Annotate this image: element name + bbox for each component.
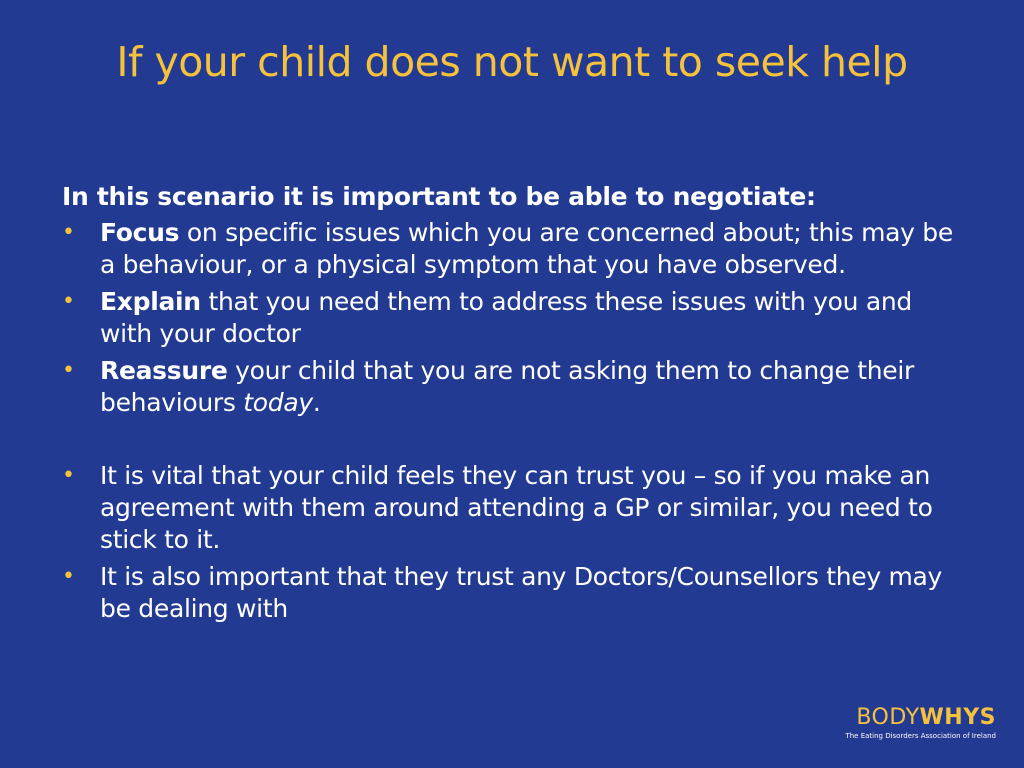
logo-wordmark: [845, 706, 996, 730]
bullet-item: [62, 561, 962, 625]
slide-body: [62, 181, 962, 630]
bullet-lead: Explain: [100, 287, 201, 316]
bullet-text: It is also important that they trust any Doctors/Counsellors they may be dealing with: [100, 562, 943, 623]
bullet-lead: Reassure: [100, 356, 228, 385]
bullet-icon: •: [62, 358, 75, 383]
bullet-icon: •: [62, 463, 75, 488]
bullet-item: [62, 355, 962, 419]
slide-title: If your child does not want to seek help: [116, 38, 908, 86]
bullet-item: [62, 286, 962, 350]
logo-word-whys: WHYS: [919, 705, 996, 730]
bullet-tail: .: [312, 388, 321, 417]
logo-word-body: BODY: [856, 705, 920, 730]
bullet-list-2: [62, 460, 962, 625]
bullet-emphasis: today: [243, 388, 313, 417]
bullet-icon: •: [62, 289, 75, 314]
bullet-item: [62, 217, 962, 281]
bullet-lead: Focus: [100, 218, 180, 247]
spacer: [62, 424, 962, 460]
bullet-icon: •: [62, 220, 75, 245]
logo-tagline: The Eating Disorders Association of Ireland: [845, 732, 996, 740]
bullet-list-1: [62, 217, 962, 419]
bullet-text: It is vital that your child feels they can trust you – so if you make an agreement with them around attending a GP or similar, you need to stick to it.: [100, 461, 933, 554]
bodywhys-logo: [845, 706, 996, 741]
bullet-item: [62, 460, 962, 556]
bullet-text: that you need them to address these issues with you and with your doctor: [100, 287, 912, 348]
bullet-text: your child that you are not asking them to change their behaviours: [100, 356, 915, 417]
bullet-icon: •: [62, 564, 75, 589]
bullet-text: on specific issues which you are concerned about; this may be a behaviour, or a physical symptom that you have observed.: [100, 218, 953, 279]
intro-text: In this scenario it is important to be able to negotiate:: [62, 182, 816, 211]
